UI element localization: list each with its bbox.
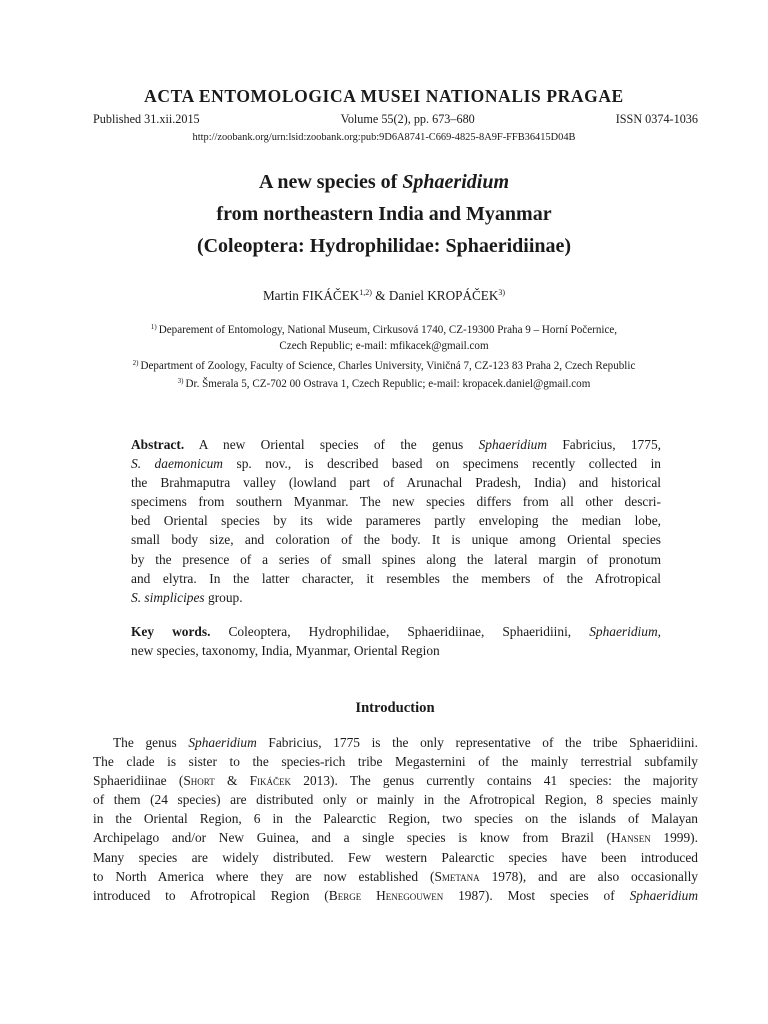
body-line — [93, 867, 698, 886]
body-line — [93, 886, 698, 905]
introduction-body — [93, 733, 698, 905]
abstract-label: Abstract. — [131, 437, 185, 452]
body-text: 1978), and are also occasionally — [479, 868, 698, 884]
abstract-text: sp. nov., is described based on specimens recently collected in — [222, 456, 661, 472]
title-prefix: A new species of — [258, 171, 403, 193]
affiliation-2 — [0, 359, 768, 372]
genus-name: Sphaeridium — [589, 624, 658, 639]
citation-author: Hansen — [611, 830, 651, 846]
abstract-line: bed Oriental species by its wide parameres partly enveloping the median lobe, — [131, 513, 661, 529]
abstract-line — [131, 435, 661, 454]
body-text: 1999). — [650, 830, 698, 846]
zoobank-link[interactable]: http://zoobank.org/urn:lsid:zoobank.org:pub:9D6A8741-C669-4825-8A9F-FFB36415D04B — [192, 132, 576, 143]
keywords — [131, 622, 661, 660]
abstract-line: by the presence of a series of small spines along the lateral margin of pronotum — [131, 551, 661, 567]
body-line — [93, 771, 698, 790]
author-separator: & — [371, 288, 389, 303]
body-text: Archipelago and/or New Guinea, and a single species is know from Brazil ( — [93, 830, 612, 846]
article-title-line-3: (Coleoptera: Hydrophilidae: Sphaeridiinae) — [196, 235, 572, 257]
body-line: Many species are widely distributed. Few western Palearctic species have been introduced — [93, 849, 698, 865]
keywords-label: Key words. — [131, 624, 211, 639]
section-heading-introduction: Introduction — [355, 700, 435, 716]
published-date: Published 31.xii.2015 — [93, 112, 200, 126]
body-text: 1987). Most species of — [443, 887, 630, 903]
keywords-text: , — [657, 624, 661, 639]
abstract-line: small body size, and coloration of the body. It is unique among Oriental species — [131, 532, 661, 548]
author-2-affil: 3) — [498, 288, 506, 297]
citation-author: Short & Fikáček — [183, 773, 292, 789]
affiliation-1-text: Deparement of Entomology, National Museum, Cirkusová 1740, CZ-19300 Praha 9 – Horní Počernice, — [158, 324, 618, 336]
author-1: Martin FIKÁČEK — [262, 288, 360, 303]
publication-line — [93, 112, 698, 127]
keywords-line — [131, 622, 661, 641]
title-genus: Sphaeridium — [402, 171, 510, 193]
issn: ISSN 0374-1036 — [615, 112, 698, 126]
affiliation-1-marker: 1) — [150, 323, 157, 331]
body-line: The clade is sister to the species-rich tribe Megasternini of the mainly terrestrial subfamily — [93, 754, 698, 770]
author-list — [0, 288, 768, 304]
body-text: Sphaeridiinae ( — [93, 773, 184, 789]
abstract-text: A new Oriental species of the genus — [184, 437, 479, 452]
abstract-line — [131, 588, 661, 607]
citation-author: Smetana — [434, 868, 480, 884]
abstract-line: the Brahmaputra valley (lowland part of Arunachal Pradesh, India) and historical — [131, 475, 661, 491]
affiliation-2-text: Department of Zoology, Faculty of Science, Charles University, Viničná 7, CZ-123 83 Praha 2, Czech Republic — [140, 360, 636, 372]
article-title-line-2: from northeastern India and Myanmar — [216, 203, 552, 225]
author-1-affil: 1,2) — [359, 288, 372, 297]
abstract — [131, 435, 661, 607]
body-line — [93, 828, 698, 847]
body-line — [93, 733, 698, 752]
affiliation-2-marker: 2) — [132, 359, 139, 367]
genus-name: Sphaeridium — [629, 887, 698, 903]
body-text: introduced to Afrotropical Region ( — [93, 887, 329, 903]
journal-title: ACTA ENTOMOLOGICA MUSEI NATIONALIS PRAGAE — [144, 86, 624, 106]
volume-pages: Volume 55(2), pp. 673–680 — [340, 112, 475, 126]
citation-author: Berge Henegouwen — [328, 887, 444, 903]
article-title-line-1 — [0, 171, 768, 194]
genus-name: Sphaeridium — [478, 437, 548, 452]
keywords-text: Coleoptera, Hydrophilidae, Sphaeridiinae, Sphaeridiini, — [210, 624, 590, 639]
genus-name: Sphaeridium — [188, 735, 257, 750]
body-text: to North America where they are now established ( — [93, 868, 435, 884]
affiliation-1-line-1 — [0, 323, 768, 336]
author-2: Daniel KROPÁČEK — [388, 288, 499, 303]
affiliation-3 — [0, 377, 768, 390]
body-text: 2013). The genus currently contains 41 species: the majority — [291, 773, 698, 789]
body-line: in the Oriental Region, 6 in the Palearctic Region, two species on the islands of Malayan — [93, 811, 698, 827]
body-text: Fabricius, 1775 is the only representative of the tribe Sphaeridiini. — [256, 735, 698, 750]
abstract-line: and elytra. In the latter character, it resembles the members of the Afrotropical — [131, 570, 661, 586]
affiliation-1-line-2: Czech Republic; e-mail: mfikacek@gmail.com — [279, 340, 489, 352]
body-line: of them (24 species) are distributed only or mainly in the Afrotropical Region, 8 species mainly — [93, 792, 698, 808]
species-name: S. daemonicum — [131, 456, 223, 472]
species-group-name: S. simplicipes — [131, 589, 205, 605]
keywords-line: new species, taxonomy, India, Myanmar, Oriental Region — [131, 643, 440, 659]
abstract-text: Fabricius, 1775, — [547, 437, 661, 452]
abstract-text: group. — [204, 589, 243, 605]
abstract-line — [131, 454, 661, 473]
affiliation-3-marker: 3) — [177, 377, 184, 385]
affiliation-3-text: Dr. Šmerala 5, CZ-702 00 Ostrava 1, Czech Republic; e-mail: kropacek.daniel@gmail.com — [185, 378, 591, 390]
abstract-line: specimens from southern Myanmar. The new species differs from all other descri- — [131, 494, 661, 510]
body-text: The genus — [113, 735, 189, 750]
